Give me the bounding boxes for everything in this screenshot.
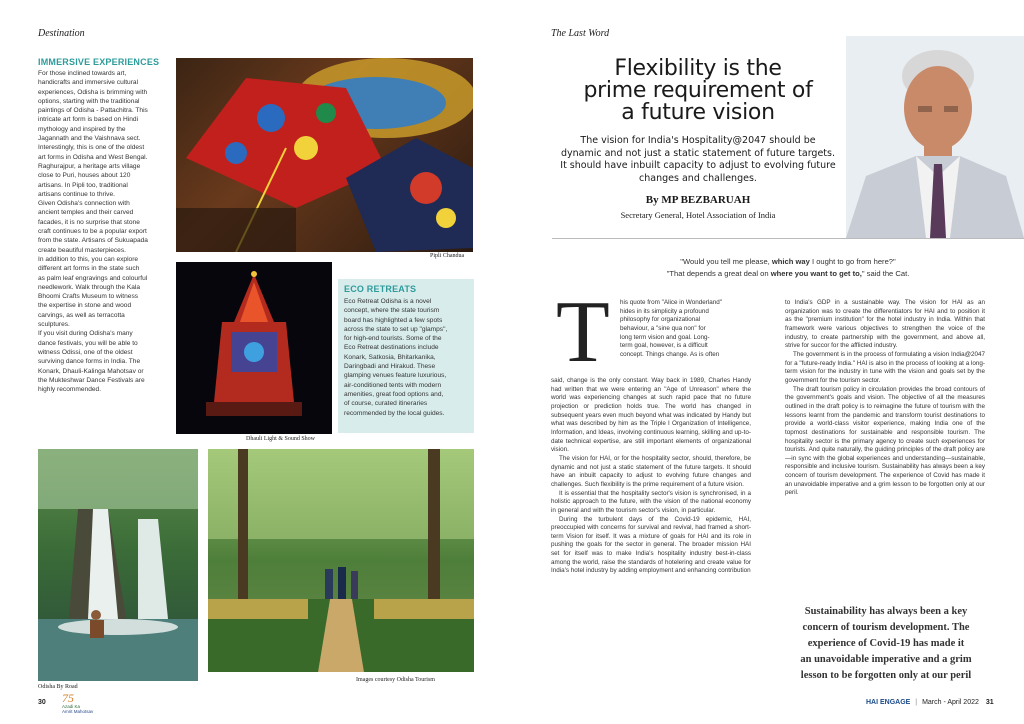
author-byline: By MP BEZBARUAH: [645, 194, 751, 206]
immersive-line: Bhoomi Crafts Museum to witness: [38, 293, 139, 301]
dhauli-light-show-photo: [176, 262, 332, 434]
eco-line: board has highlighted a few spots: [344, 316, 443, 324]
waterfall-photo: [38, 449, 198, 681]
immersive-line: ancient temples and their carved: [38, 209, 134, 217]
caption-odisha-by-road: Odisha By Road: [38, 684, 78, 690]
body-paragraph: The vision for HAI, or for the hospitality sector, should, therefore, be dynamic and not just a static statement of the future targets. It should have an inbuilt capacity to adjust to evolving future changes and challenges. Such flexibility is the prime requirement of a future vision.: [551, 454, 751, 488]
eco-heading: ECO RETREATS: [344, 284, 417, 294]
header-divider: [552, 238, 1024, 239]
forest-trail-illustration: [208, 449, 474, 672]
immersive-line: create beautiful masterpieces.: [38, 246, 126, 254]
immersive-line: surviving dance forms in India. The: [38, 358, 141, 366]
caption-pipli-chandua: Pipli Chandua: [430, 253, 465, 259]
immersive-line: artisans. In Pipli too, traditional: [38, 181, 128, 189]
body-paragraph: During the turbulent days of the Covid-19 epidemic, HAI, preoccupied with concerns for survival and revival, had framed a short-term Vision for itself. It was a mixture of goals for HAI and its role in pushing the goals for the sector in general. The broader mission HAI set for itself was to make India's hospitality industry best-in-class among the world, raise the standards of hotelering and create value for India's hotel industry by adding employment and enhancing contribution: [551, 515, 751, 575]
immersive-line: In addition to this, you can explore: [38, 255, 139, 263]
immersive-line: For those inclined towards art,: [38, 70, 127, 77]
body-paragraph: The government is in the process of formulating a vision India@2047 for a "future-ready India." HAI is also in the process of looking at a long-term vision for the industry in tune with the vision and goals set by the government for the tourism sector.: [785, 350, 985, 384]
immersive-line: highly recommended.: [38, 386, 102, 394]
author-role: Secretary General, Hotel Association of India: [620, 210, 776, 220]
eco-line: of course, curated itineraries: [344, 400, 428, 408]
forest-trail-photo: [208, 449, 474, 672]
immersive-line: dance festivals, you will be able to: [38, 339, 138, 347]
immersive-line: intricate art form is based on Hindi: [38, 116, 139, 124]
eco-line: concept, where the state tourism: [344, 307, 440, 315]
immersive-line: from the state. Artisans of Sukuapada: [38, 237, 148, 245]
waterfall-illustration: [38, 449, 198, 681]
author-portrait: [846, 36, 1024, 238]
article-subtitle: The vision for India's Hospitality@2047 should be dynamic and not just a static statement of future targets. It should have inbuilt capacity to adjust to evolving future changes and challenges.: [560, 135, 836, 184]
eco-line: amenities, great food options and,: [344, 390, 444, 398]
pipli-umbrella-illustration: [176, 58, 473, 252]
eco-line: Konark, Satkosia, Bhitarkanika,: [344, 353, 436, 361]
immersive-line: different art forms in the state such: [38, 265, 140, 273]
dhauli-temple-illustration: [176, 262, 332, 434]
body-paragraph: It is essential that the hospitality sector's vision is synchronised, in a holistic approach to the future, with the vision of the national economy in general and with the tourism sector's vision, in particular.: [551, 489, 751, 514]
immersive-line: witness Odissi, one of the oldest: [38, 348, 133, 356]
immersive-line: carvings, as well as terracotta: [38, 311, 125, 319]
immersive-line: Jagannath and the Vaishnava sect.: [38, 135, 141, 143]
page-number-left: 30: [38, 699, 46, 706]
eco-line: Daringbadi and Hirakud. These: [344, 363, 436, 371]
body-column-1: [551, 377, 751, 576]
immersive-line: art forms in Odisha and West Bengal.: [38, 153, 148, 161]
right-footer: [866, 699, 994, 706]
body-column-2: [785, 299, 985, 498]
immersive-line: experiences, Odisha is brimming with: [38, 88, 148, 96]
immersive-heading: IMMERSIVE EXPERIENCES: [38, 57, 160, 67]
intro-line: hides in its simplicity a profound: [620, 307, 709, 315]
immersive-line: Konark, Dhauli-Kalinga Mahotsav or: [38, 367, 144, 375]
pipli-chandua-photo: [176, 58, 473, 252]
intro-line: long term vision and goal. Long-: [620, 333, 710, 341]
immersive-line: close to Puri, houses about 120: [38, 172, 131, 180]
pull-quote: Sustainability has always been a key concern of tourism development. The experience of Covid-19 has made it an unavoidable imperative and a grim lesson to be forgotten only at our peril: [800, 606, 972, 681]
immersive-line: sculptures.: [38, 321, 70, 329]
intro-line: philosophy for organizational: [620, 316, 701, 324]
alice-quote: "Would you tell me please, which way I ought to go from here?" "That depends a great deal on where you want to get to," said the Cat.: [666, 257, 910, 278]
drop-cap: T: [556, 284, 610, 381]
immersive-line: the expertise in stone and wood: [38, 302, 132, 310]
immersive-line: mythology and inspired by the: [38, 125, 126, 133]
footer-brand: HAI ENGAGE: [866, 699, 911, 706]
caption-images-courtesy: Images courtesy Odisha Tourism: [356, 677, 435, 683]
author-portrait-illustration: [846, 36, 1024, 238]
immersive-line: artisans continue to thrive.: [38, 190, 115, 198]
body-paragraph: to India's GDP in a sustainable way. The vision for HAI as an organization was to create the differentiators for HAI and to position it as the "premium institution" for the hotel industry in India. Within that framework were various objectives to strengthen the voice of the industry, to create partnership with the government, and above all, strive for succor for the afflicted industry.: [785, 299, 985, 350]
page-number-right: 31: [985, 699, 994, 706]
immersive-body: [38, 69, 174, 394]
eco-line: for high-end tourists. Some of the: [344, 335, 442, 343]
azadi-ka-amrit-mahotsav-logo: 75 Azadi Ka Amrit Mahotsav: [62, 691, 94, 714]
immersive-line: handicrafts and immersive cultural: [38, 79, 139, 87]
eco-line: glamping venues feature luxurious,: [344, 372, 447, 380]
immersive-line: needlework. Walk through the Kala: [38, 283, 141, 291]
immersive-line: paintings of Odisha - Pattachitra. This: [38, 107, 148, 115]
footer-issue: March - April 2022: [922, 699, 979, 706]
caption-dhauli: Dhauli Light & Sound Show: [246, 436, 316, 442]
eco-line: across the state to set up "glamps",: [344, 325, 448, 333]
immersive-line: as palm leaf engravings and colourful: [38, 274, 148, 282]
intro-line: behaviour, a "sine qua non" for: [620, 324, 706, 332]
intro-line: term goal, however, is a difficult: [620, 342, 708, 350]
intro-line: his quote from "Alice in Wonderland": [620, 299, 723, 306]
immersive-line: options, starting with the traditional: [38, 97, 140, 105]
section-label-last-word: The Last Word: [551, 28, 610, 39]
eco-line: Eco Retreat destinations include: [344, 344, 439, 352]
body-column-1-intro: [620, 299, 752, 360]
eco-line: air-conditioned tents with modern: [344, 381, 442, 389]
immersive-line: facades, it is no surprise that stone: [38, 218, 140, 226]
section-label-destination: Destination: [38, 28, 85, 39]
eco-retreats-box: [338, 279, 474, 433]
body-paragraph: said, change is the only constant. Way back in 1989, Charles Handy had written that we were entering an "Age of Unreason" where the world was experiencing changes at such rapid pace that no future projection or prediction holds true. The world has changed in subsequent years even much beyond what was indicated by Handy but what was described by him as the Triple I Organization of Intelligence, Information, and Ideas, involving continuous learning, skilling and up-to-date technical expertise, are still important elements of organizational vision.: [551, 377, 751, 454]
body-paragraph: The draft tourism policy in circulation provides the broad contours of the government's goals and vision. The objective of all the measures outlined in the draft policy is to reimagine the future of tourism with the lessons learnt from the pandemic and transform tourist destinations to provide a world-class visitor experience, making India one of the topmost destinations for sustainable and responsible tourism. The hospitality sector is the primary agency to create such experiences for tourists. And quite naturally, the guiding principles of the draft policy are—in sync with the global experiences and understanding—sustainable, responsible and inclusive tourism. Sustainability has always been a key concern of tourism development. The experience of Covid has made it an unavoidable imperative and a grim lesson to be forgotten only at our peril.: [785, 385, 985, 497]
eco-line: recommended by the local guides.: [344, 409, 445, 417]
eco-body: [344, 297, 468, 418]
immersive-experiences-column: [38, 57, 174, 394]
immersive-line: If you visit during Odisha's many: [38, 330, 133, 338]
intro-line: concept. Things change. As is often: [620, 350, 720, 358]
immersive-line: craft continues to be a popular export: [38, 228, 147, 236]
immersive-line: Raghurajpur, a heritage arts village: [38, 162, 141, 170]
immersive-line: Given Odisha's connection with: [38, 200, 130, 208]
footer-separator: |: [915, 699, 918, 706]
eco-line: Eco Retreat Odisha is a novel: [344, 298, 432, 305]
immersive-line: the Mukteshwar Dance Festivals are: [38, 376, 145, 384]
article-title: Flexibility is the prime requirement of a future vision: [583, 56, 813, 125]
immersive-line: Interestingly, this is one of the oldest: [38, 144, 145, 152]
